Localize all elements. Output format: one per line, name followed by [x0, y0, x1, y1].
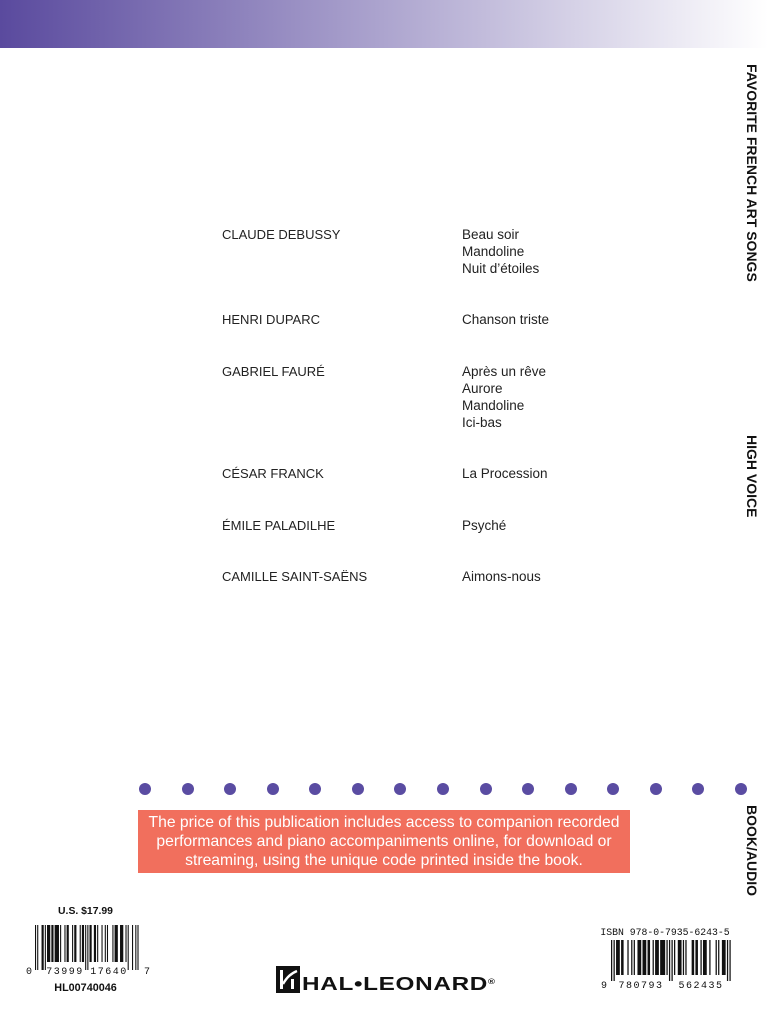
notice-line: performances and piano accompaniments online, for download or [156, 833, 612, 851]
decorative-dot [565, 783, 577, 795]
song-list [462, 363, 546, 431]
song-title: Beau soir [462, 226, 520, 242]
composer-group [222, 363, 622, 431]
barcode-bar [674, 940, 675, 975]
emblem-stem [280, 970, 283, 989]
barcode-bar [643, 940, 647, 975]
barcode-bar [82, 925, 84, 962]
decorative-dot [522, 783, 534, 795]
decorative-dot [607, 783, 619, 795]
song-title: Mandoline [462, 397, 525, 413]
composer-name: CAMILLE SAINT-SAËNS [222, 569, 368, 585]
song-title: Nuit d’étoiles [462, 260, 540, 276]
spine-title: FAVORITE FRENCH ART SONGS [744, 64, 760, 282]
barcode-bar [85, 925, 86, 970]
top-gradient-band [0, 0, 768, 48]
barcode-bar [716, 940, 717, 975]
emblem-stem [291, 979, 294, 989]
decorative-dot [352, 783, 364, 795]
decorative-dot [692, 783, 704, 795]
upc-right-digits: 17640 [90, 967, 128, 978]
song-list [462, 226, 539, 277]
notice-line: The price of this publication includes access to companion recorded [148, 814, 620, 832]
upc-barcode [24, 923, 154, 979]
spine-voice-type: HIGH VOICE [744, 435, 760, 518]
composer-name: ÉMILE PALADILHE [222, 517, 336, 533]
isbn-left-digits: 780793 [618, 981, 664, 990]
barcode-bar [90, 925, 92, 962]
song-title: Aimons-nous [462, 569, 541, 585]
barcode-bar [678, 940, 682, 975]
barcode-bar [35, 925, 36, 970]
barcode-bar [722, 940, 726, 975]
barcode-bar [685, 940, 686, 975]
barcode-bar [101, 925, 102, 962]
barcode-bar [727, 940, 728, 981]
barcode-bar [627, 940, 628, 975]
barcode-bar [653, 940, 654, 975]
barcode-bar [87, 925, 88, 970]
decorative-dot [309, 783, 321, 795]
barcode-bar [74, 925, 76, 962]
barcode-bar [120, 925, 123, 962]
barcode-bar [729, 940, 730, 981]
barcode-bar [671, 940, 672, 981]
barcode-bar [37, 925, 38, 970]
composer-group [222, 465, 622, 482]
barcode-bar [669, 940, 670, 981]
barcode-bar [637, 940, 641, 975]
barcode-bar [128, 925, 129, 970]
barcode-bar [718, 940, 719, 975]
barcode-bar [45, 925, 46, 970]
barcode-bar [695, 940, 698, 975]
song-title: Mandoline [462, 243, 525, 259]
barcode-bar [692, 940, 695, 975]
song-title: Ici-bas [462, 414, 502, 430]
composer-group [222, 517, 622, 534]
barcode-bar [621, 940, 624, 975]
decorative-dot [394, 783, 406, 795]
barcode-bar [107, 925, 108, 962]
song-title: Après un rêve [462, 363, 547, 379]
song-list [462, 311, 549, 328]
decorative-dot [650, 783, 662, 795]
hal-leonard-logo [276, 964, 498, 996]
barcode-bar [97, 925, 98, 962]
barcode-bar [125, 925, 126, 962]
barcode-bar [51, 925, 53, 962]
decorative-dot [139, 783, 151, 795]
barcode-bar [47, 925, 50, 962]
barcode-bar [112, 925, 113, 962]
price-label: U.S. $17.99 [58, 906, 113, 917]
notice-line: streaming, using the unique code printed inside the book. [185, 852, 583, 870]
song-title: Chanson triste [462, 312, 550, 328]
song-title: La Procession [462, 466, 548, 482]
barcode-bar [648, 940, 651, 975]
isbn-bar-group [611, 940, 731, 981]
barcode-bar [135, 925, 136, 970]
barcode-bar [655, 940, 659, 975]
barcode-bar [634, 940, 635, 975]
decorative-dot [182, 783, 194, 795]
barcode-bar [105, 925, 106, 962]
composer-group [222, 311, 622, 328]
isbn-label: ISBN 978-0-7935-6243-5 [600, 926, 730, 938]
decorative-dot [480, 783, 492, 795]
isbn-right-digits: 562435 [678, 981, 724, 990]
spine-format: BOOK/AUDIO [744, 805, 760, 896]
song-list [462, 517, 506, 534]
barcode-bar [42, 925, 44, 970]
composer-name: CÉSAR FRANCK [222, 466, 324, 482]
barcode-bar [611, 940, 612, 981]
barcode-bar [614, 940, 615, 981]
barcode-bar [60, 925, 61, 962]
barcode-bar [55, 925, 59, 962]
composer-group [222, 568, 622, 585]
isbn-barcode [596, 940, 736, 990]
decorative-dot [735, 783, 747, 795]
barcode-bar [631, 940, 632, 975]
dot-divider [139, 783, 747, 795]
composer-name: HENRI DUPARC [222, 312, 320, 328]
upc-lead-digit: 0 [25, 967, 33, 978]
song-list [462, 465, 548, 482]
upc-check-digit: 7 [143, 967, 151, 978]
registered-mark: ® [488, 979, 496, 986]
barcode-bar [94, 925, 96, 962]
upc-left-digits: 73999 [46, 967, 84, 978]
barcode-bar [616, 940, 620, 975]
barcode-bar [72, 925, 73, 962]
item-number: HL00740046 [54, 982, 117, 994]
composer-group [222, 226, 622, 277]
publisher-name: HAL•LEONARD [302, 974, 489, 994]
barcode-bar [700, 940, 701, 975]
barcode-bar [64, 925, 65, 962]
isbn-lead-digit: 9 [600, 981, 608, 990]
decorative-dot [437, 783, 449, 795]
barcode-bar [137, 925, 138, 970]
song-title: Aurore [462, 380, 503, 396]
hal-leonard-wordmark [302, 974, 495, 999]
barcode-bar [660, 940, 665, 975]
barcode-bar [132, 925, 133, 970]
audio-access-notice [138, 810, 630, 873]
song-title: Psyché [462, 517, 507, 533]
barcode-bar [709, 940, 710, 975]
barcode-bar [666, 940, 667, 975]
composer-name: GABRIEL FAURÉ [222, 363, 325, 379]
barcode-bar [703, 940, 707, 975]
upc-bar-group [35, 925, 139, 970]
composer-name: CLAUDE DEBUSSY [222, 226, 341, 242]
song-list [462, 568, 541, 585]
hal-leonard-emblem-icon [276, 966, 300, 993]
contents-list [222, 226, 622, 620]
barcode-bar [683, 940, 684, 975]
barcode-bar [80, 925, 81, 962]
decorative-dot [267, 783, 279, 795]
barcode-bar [67, 925, 69, 962]
barcode-bar [115, 925, 118, 962]
decorative-dot [224, 783, 236, 795]
